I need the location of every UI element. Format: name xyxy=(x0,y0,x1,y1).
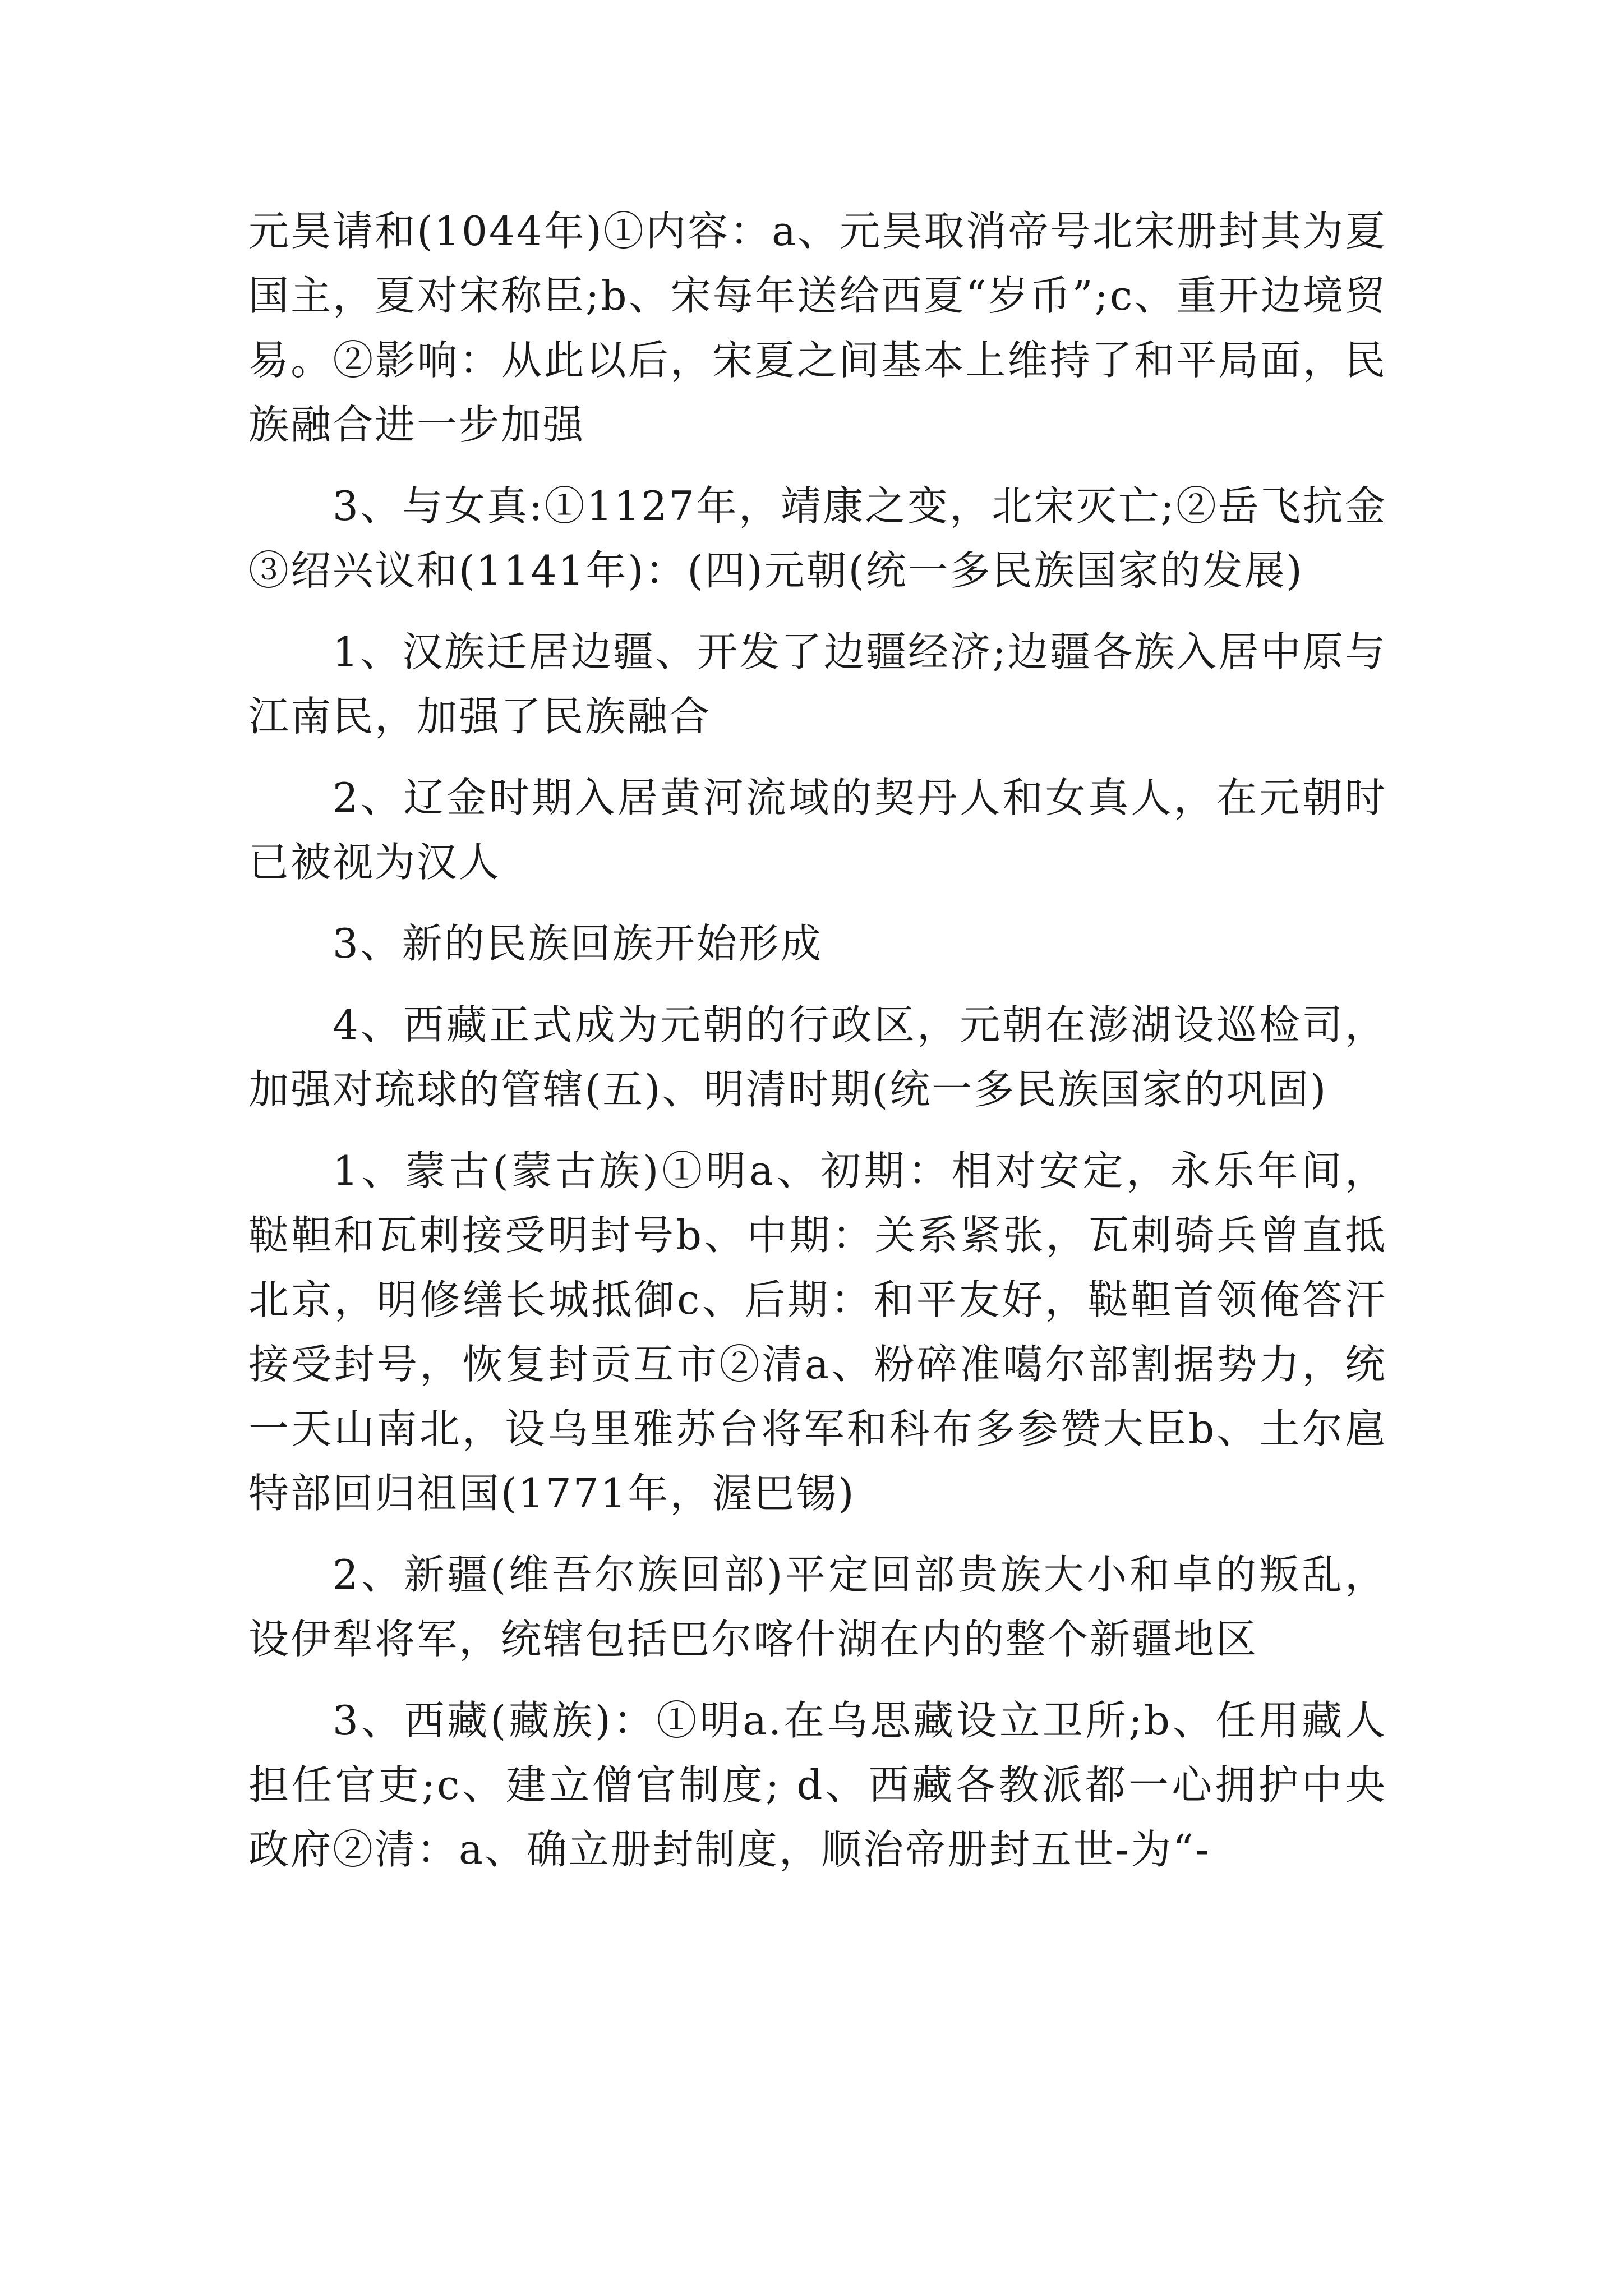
document-body xyxy=(248,199,1387,1899)
paragraph-9: 3、西藏(藏族)：①明a.在乌思藏设立卫所;b、任用藏人担任官吏;c、建立僧官制度; d、西藏各教派都一心拥护中央政府②清：a、确立册封制度，顺治帝册封五世-为“- xyxy=(248,1697,1387,1873)
paragraph-3: 1、汉族迁居边疆、开发了边疆经济;边疆各族入居中原与江南民，加强了民族融合 xyxy=(248,628,1387,740)
paragraph-6: 4、西藏正式成为元朝的行政区，元朝在澎湖设巡检司，加强对琉球的管辖(五)、明清时期(统一多民族国家的巩固) xyxy=(248,1001,1387,1113)
paragraph-5: 3、新的民族回族开始形成 xyxy=(333,920,823,967)
paragraph-2: 3、与女真:①1127年，靖康之变，北宋灭亡;②岳飞抗金③绍兴议和(1141年)：(四)元朝(统一多民族国家的发展) xyxy=(248,482,1387,594)
paragraph-7: 1、蒙古(蒙古族)①明a、初期：相对安定，永乐年间，鞑靼和瓦剌接受明封号b、中期：关系紧张，瓦剌骑兵曾直抵北京，明修缮长城抵御c、后期：和平友好，鞑靼首领俺答汗接受封号，恢复封贡互市②清a、粉碎准噶尔部割据势力，统一天山南北，设乌里雅苏台将军和科布多参赞大臣b、土尔扈特部回归祖国(1771年，渥巴锡) xyxy=(248,1147,1387,1517)
paragraph-8: 2、新疆(维吾尔族回部)平定回部贵族大小和卓的叛乱，设伊犁将军，统辖包括巴尔喀什湖在内的整个新疆地区 xyxy=(248,1551,1387,1663)
paragraph-1: 元昊请和(1044年)①内容：a、元昊取消帝号北宋册封其为夏国主，夏对宋称臣;b、宋每年送给西夏“岁币”;c、重开边境贸易。②影响：从此以后，宋夏之间基本上维持了和平局面，民族融合进一步加强 xyxy=(248,208,1387,448)
paragraph-4: 2、辽金时期入居黄河流域的契丹人和女真人，在元朝时已被视为汉人 xyxy=(248,774,1387,886)
